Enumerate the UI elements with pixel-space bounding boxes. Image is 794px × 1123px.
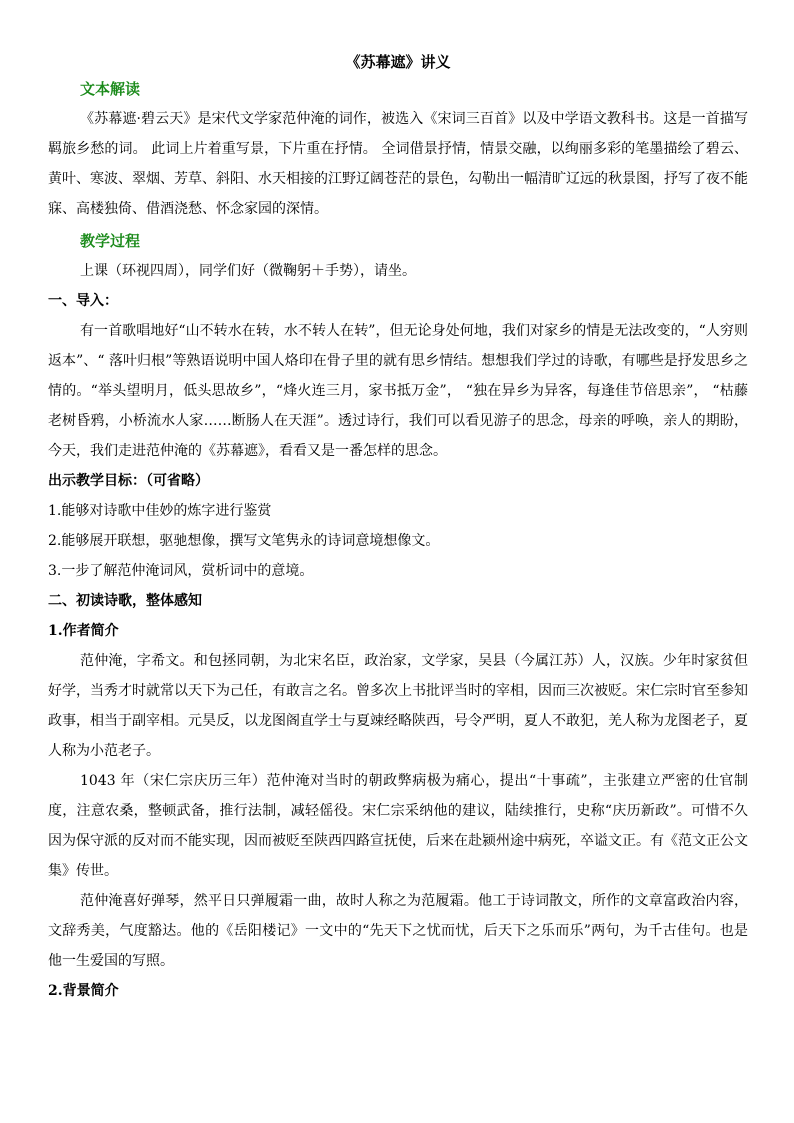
text-reading-paragraph: 《苏幕遮·碧云天》是宋代文学家范仲淹的词作，被选入《宋词三百首》以及中学语文教科书。这是一首描写羁旅乡愁的词。 此词上片着重写景，下片重在抒情。 全词借景抒情，情景交融，以绚丽多彩的笔墨描绘了碧云、黄叶、寒波、翠烟、芳草、斜阳、水天相接的江野辽阔苍茫的景色，勾勒出一幅清旷辽远的秋景图，抒写了夜不能寐、高楼独倚、借酒浇愁、怀念家园的深情。 bbox=[48, 111, 748, 217]
goal-item: 3.一步了解范仲淹词风，赏析词中的意境。 bbox=[48, 563, 314, 579]
teaching-greeting: 上课（环视四周），同学们好（微鞠躬＋手势），请坐。 bbox=[80, 263, 416, 279]
author-heading: 1.作者简介 bbox=[48, 623, 119, 639]
author-paragraph-1: 范仲淹，字希文。和包拯同朝，为北宋名臣，政治家，文学家，吴县（今属江苏）人，汉族。少年时家贫但好学，当秀才时就常以天下为己任，有敢言之名。曾多次上书批评当时的宰相，因而三次被贬。宋仁宗时官至参知政事，相当于副宰相。元昊反，以龙图阁直学士与夏竦经略陕西，号令严明，夏人不敢犯，羌人称为龙图老子，夏人称为小范老子。 bbox=[48, 653, 748, 759]
document-title: 《苏幕遮》讲义 bbox=[345, 53, 451, 71]
part2-heading: 二、初读诗歌，整体感知 bbox=[48, 593, 202, 609]
teaching-process-heading: 教学过程 bbox=[80, 232, 141, 250]
goals-heading: 出示教学目标：（可省略） bbox=[48, 473, 209, 489]
author-paragraph-3: 范仲淹喜好弹琴，然平日只弹履霜一曲，故时人称之为范履霜。他工于诗词散文，所作的文章富政治内容，文辞秀美，气度豁达。他的《岳阳楼记》一文中的“先天下之忧而忧，后天下之乐而乐”两句，为千古佳句。也是他一生爱国的写照。 bbox=[48, 893, 748, 969]
goal-item: 2.能够展开联想，驱驰想像，撰写文笔隽永的诗词意境想像文。 bbox=[48, 533, 440, 549]
text-reading-heading: 文本解读 bbox=[80, 80, 141, 98]
goal-item: 1.能够对诗歌中佳妙的炼字进行鉴赏 bbox=[48, 503, 272, 519]
intro-heading: 一、导入： bbox=[48, 293, 118, 309]
document-page bbox=[48, 52, 748, 1006]
intro-paragraph: 有一首歌唱地好“山不转水在转，水不转人在转”，但无论身处何地，我们对家乡的情是无法改变的，“人穷则返本”、“ 落叶归根”等熟语说明中国人烙印在骨子里的就有思乡情结。想想我们学过的诗歌，有哪些是抒发思乡之情的。“举头望明月，低头思故乡”，“烽火连三月，家书抵万金”， “独在异乡为异客，每逢佳节倍思亲”， “枯藤老树昏鸦，小桥流水人家……断肠人在天涯”。透过诗行，我们可以看见游子的思念，母亲的呼唤，亲人的期盼，今天，我们走进范仲淹的《苏幕遮》，看看又是一番怎样的思念。 bbox=[48, 323, 748, 459]
background-heading: 2.背景简介 bbox=[48, 983, 119, 999]
author-paragraph-2: 1043 年（宋仁宗庆历三年）范仲淹对当时的朝政弊病极为痛心，提出“十事疏”，主张建立严密的仕官制度，注意农桑，整顿武备，推行法制，减轻傜役。宋仁宗采纳他的建议，陆续推行，史称“庆历新政”。可惜不久因为保守派的反对而不能实现，因而被贬至陕西四路宣抚使，后来在赴颍州途中病死，卒谥文正。有《范文正公文集》传世。 bbox=[48, 773, 748, 879]
